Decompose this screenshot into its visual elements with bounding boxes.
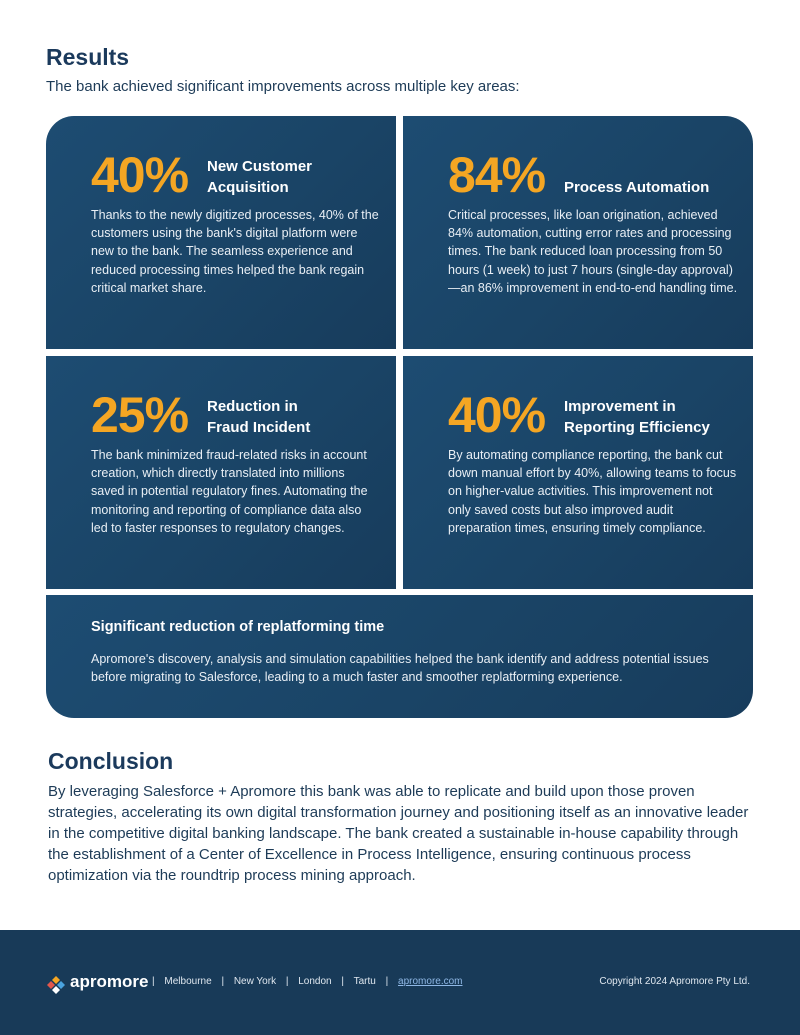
stat-value: 25% xyxy=(91,387,189,443)
stat-description: Thanks to the newly digitized processes, 40% of the customers using the bank's digital platform were new to the bank. The seamless experience and reduced processing times helped the bank regain critical market share. xyxy=(91,208,379,295)
stat-description: The bank minimized fraud-related risks in account creation, which directly translated into millions saved in potential regulatory fines. Automating the monitoring and reporting of compliance data also led to faster responses to regulatory changes. xyxy=(91,448,368,535)
stat-label: Process Automation xyxy=(564,179,710,196)
copyright: Copyright 2024 Apromore Pty Ltd. xyxy=(599,976,750,987)
replatforming-description: Apromore's discovery, analysis and simulation capabilities helped the bank identify and address potential issues before migrating to Salesforce, leading to a much faster and smoother replatforming experience. xyxy=(91,652,709,685)
stat-card-fraud-reduction xyxy=(46,356,396,589)
conclusion-title: Conclusion xyxy=(48,748,174,774)
stat-card-reporting-efficiency xyxy=(403,356,753,589)
results-title: Results xyxy=(46,44,130,70)
stat-description: By automating compliance reporting, the bank cut down manual effort by 40%, allowing teams to focus on higher-value activities. This improvement not only saved costs but also improved audit preparation times, ensuring timely compliance. xyxy=(448,448,737,535)
footer xyxy=(0,930,800,1035)
stat-label: Improvement in Reporting Efficiency xyxy=(564,398,710,436)
stat-value: 84% xyxy=(448,147,546,203)
stat-card-process-automation xyxy=(403,116,753,349)
apromore-logo-icon xyxy=(46,975,66,995)
stat-label: Reduction in Fraud Incident xyxy=(207,398,311,436)
results-subtitle: The bank achieved significant improvements across multiple key areas: xyxy=(46,78,520,95)
replatforming-card xyxy=(46,595,753,718)
results-grid xyxy=(46,116,753,718)
replatforming-title: Significant reduction of replatforming time xyxy=(91,619,385,635)
location-london: London xyxy=(298,976,332,987)
location-melbourne: Melbourne xyxy=(164,976,212,987)
brand-name: apromore xyxy=(70,972,149,991)
stat-card-new-customer xyxy=(46,116,396,349)
location-tartu: Tartu xyxy=(353,976,376,987)
conclusion-body: By leveraging Salesforce + Apromore this bank was able to replicate and build upon those proven strategies, accelerating its own digital transformation journey and positioning itself as an innovative leader in the competitive digital banking landscape. The bank created a sustainable in-house capability through the establishment of a Center of Excellence in Process Intelligence, ensuring continuous process optimization via the roundtrip process mining approach. xyxy=(48,783,749,884)
stat-value: 40% xyxy=(91,147,189,203)
website-link[interactable]: apromore.com xyxy=(398,976,463,987)
footer-locations: | Melbourne | New York | London | Tartu | apromore.com xyxy=(152,976,463,987)
location-new-york: New York xyxy=(233,976,277,987)
stat-label: New Customer Acquisition xyxy=(207,158,313,196)
stat-description: Critical processes, like loan origination, achieved 84% automation, cutting error rates and processing times. The bank reduced loan processing from 50 hours (1 week) to just 7 hours (single-day approval)—an 86% improvement in end-to-end handling time. xyxy=(448,208,738,295)
stat-value: 40% xyxy=(448,387,546,443)
